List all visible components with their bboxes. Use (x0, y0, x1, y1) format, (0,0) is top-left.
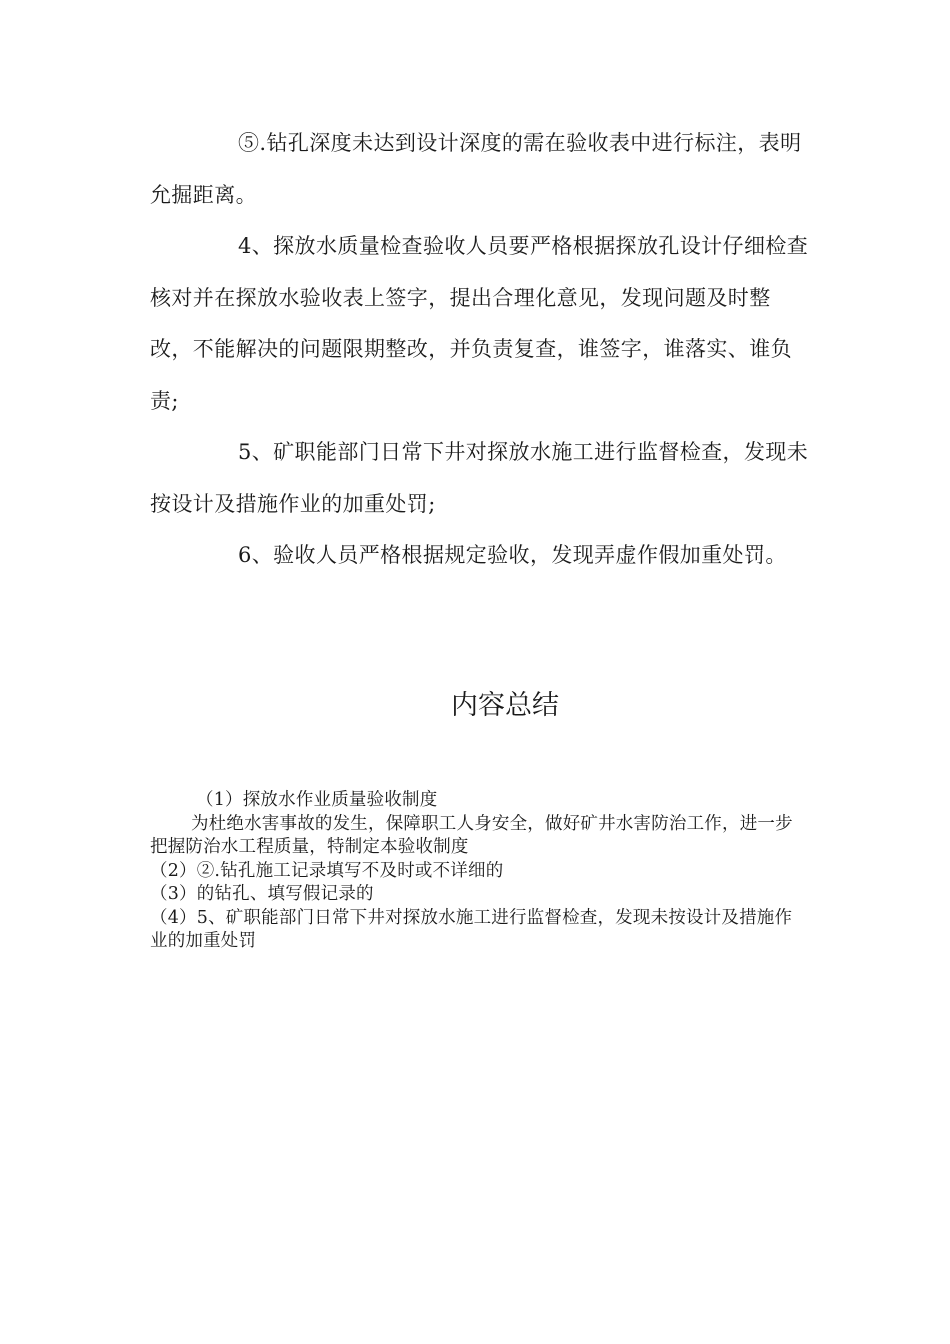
summary-item-3: （3）的钻孔、填写假记录的 (150, 884, 374, 904)
paragraph-5-drill-depth: ⑤.钻孔深度未达到设计深度的需在验收表中进行标注，表明允掘距离。 (150, 131, 802, 207)
summary-item-4: （4）5、矿职能部门日常下井对探放水施工进行监督检查，发现未按设计及措施作业的加重处罚 (150, 907, 793, 951)
summary-title: 内容总结 (451, 690, 559, 721)
summary-section (150, 789, 800, 954)
summary-item-1: （1）探放水作业质量验收制度 (196, 790, 438, 810)
summary-item-2: （2）②.钻孔施工记录填写不及时或不详细的 (150, 860, 504, 881)
summary-item-1-body: 为杜绝水害事故的发生，保障职工人身安全，做好矿井水害防治工作，进一步把握防治水工程质量，特制定本验收制度 (150, 813, 793, 857)
paragraph-4-inspection: 4、探放水质量检查验收人员要严格根据探放孔设计仔细检查核对并在探放水验收表上签字，提出合理化意见，发现问题及时整改，不能解决的问题限期整改，并负责复查，谁签字，谁落实、谁负责; (150, 234, 809, 413)
paragraph-5-supervision: 5、矿职能部门日常下井对探放水施工进行监督检查，发现未按设计及措施作业的加重处罚; (150, 440, 809, 516)
paragraph-6-acceptance: 6、验收人员严格根据规定验收，发现弄虚作假加重处罚。 (238, 543, 787, 567)
body-text (150, 118, 810, 582)
